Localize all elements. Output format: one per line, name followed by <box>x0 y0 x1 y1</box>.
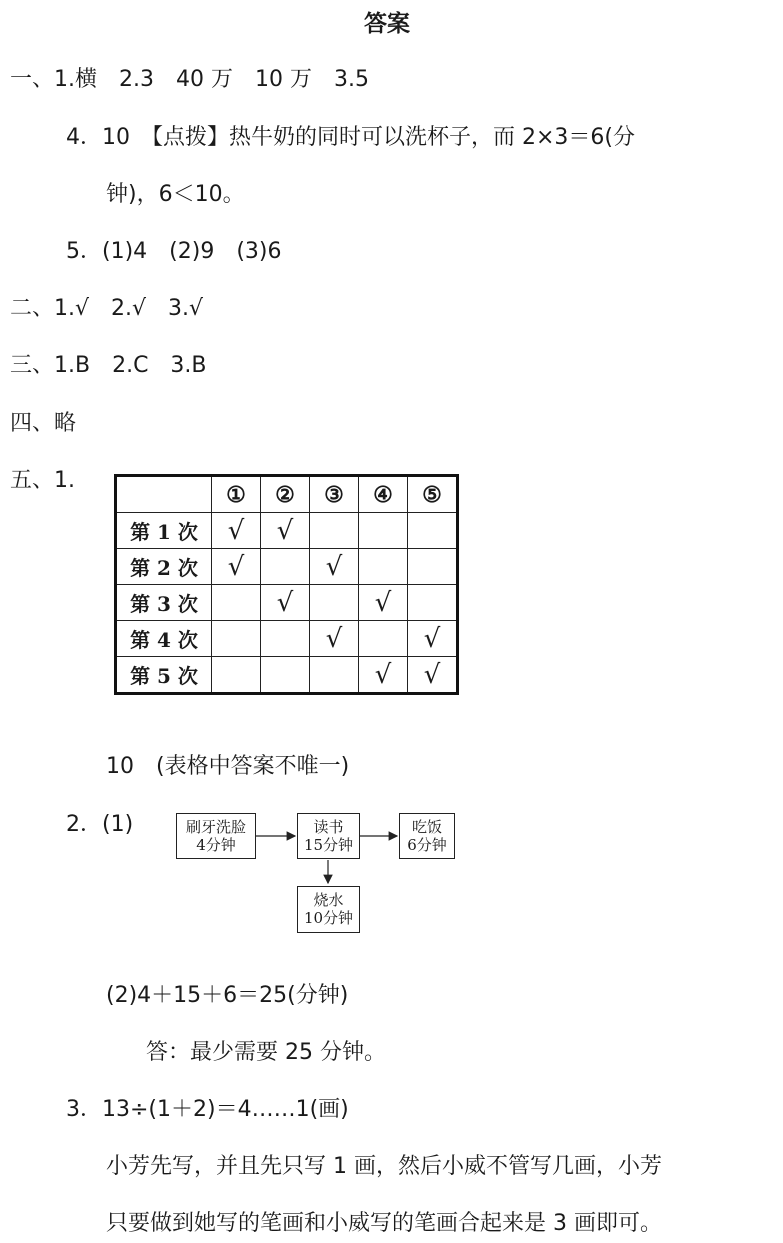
answer-line-7: 四、略 <box>10 411 77 436</box>
table-row-label: 第 4 次 <box>116 621 212 657</box>
table-row-label: 第 3 次 <box>116 585 212 621</box>
flow-box-eat <box>399 813 455 859</box>
answer-line-2: 4．10 【点拨】热牛奶的同时可以洗杯子，而 2×3＝6(分 <box>66 125 635 150</box>
table-cell: √ <box>212 513 261 549</box>
flow-box-time: 15分钟 <box>303 836 354 854</box>
flow-box-time: 10分钟 <box>303 909 354 927</box>
table-cell: √ <box>261 585 310 621</box>
flow-box-read <box>297 813 360 859</box>
flow-box-label: 吃饭 <box>411 818 442 836</box>
flow-box-wash <box>176 813 256 859</box>
table-row-label: 第 1 次 <box>116 513 212 549</box>
flow-box-time: 6分钟 <box>407 836 447 854</box>
answer-line-10: 2．(1) <box>66 812 134 837</box>
table-cell: √ <box>408 657 458 694</box>
table-header-cell: ⑤ <box>408 476 458 513</box>
answer-line-14: 小芳先写，并且先只写 1 画，然后小威不管写几画，小芳 <box>106 1154 662 1179</box>
table-cell: √ <box>261 513 310 549</box>
flow-box-label: 烧水 <box>313 891 344 909</box>
flow-box-label: 读书 <box>313 818 344 836</box>
answer-line-5: 二、1.√ 2.√ 3.√ <box>10 296 204 321</box>
flow-box-label: 刷牙洗脸 <box>185 818 246 836</box>
table-cell: √ <box>359 657 408 694</box>
table-cell: √ <box>310 549 359 585</box>
table-header-cell: ② <box>261 476 310 513</box>
table-header-cell: ④ <box>359 476 408 513</box>
table-cell: √ <box>359 585 408 621</box>
table-header-cell: ③ <box>310 476 359 513</box>
answer-line-3: 钟)，6＜10。 <box>106 182 245 207</box>
answer-line-6: 三、1.B 2.C 3.B <box>10 353 207 378</box>
answer-line-1: 一、1.横 2.3 40 万 10 万 3.5 <box>10 67 369 92</box>
answer-line-8: 五、1. <box>10 468 75 493</box>
answer-line-13: 3．13÷(1＋2)＝4……1(画) <box>66 1097 349 1122</box>
answer-line-11: (2)4＋15＋6＝25(分钟) <box>106 983 349 1008</box>
page-title: 答案 <box>364 11 410 37</box>
answer-line-12: 答：最少需要 25 分钟。 <box>146 1040 386 1065</box>
answer-line-9: 10 (表格中答案不唯一) <box>106 754 350 779</box>
answer-line-15: 只要做到她写的笔画和小威写的笔画合起来是 3 画即可。 <box>106 1211 662 1236</box>
table-cell: √ <box>212 549 261 585</box>
table-cell: √ <box>310 621 359 657</box>
table-header-cell: ① <box>212 476 261 513</box>
table-row-label: 第 2 次 <box>116 549 212 585</box>
flow-box-time: 4分钟 <box>196 836 236 854</box>
flow-box-boil <box>297 886 360 933</box>
answer-line-4: 5．(1)4 (2)9 (3)6 <box>66 239 282 264</box>
table-row-label: 第 5 次 <box>116 657 212 694</box>
table-cell: √ <box>408 621 458 657</box>
